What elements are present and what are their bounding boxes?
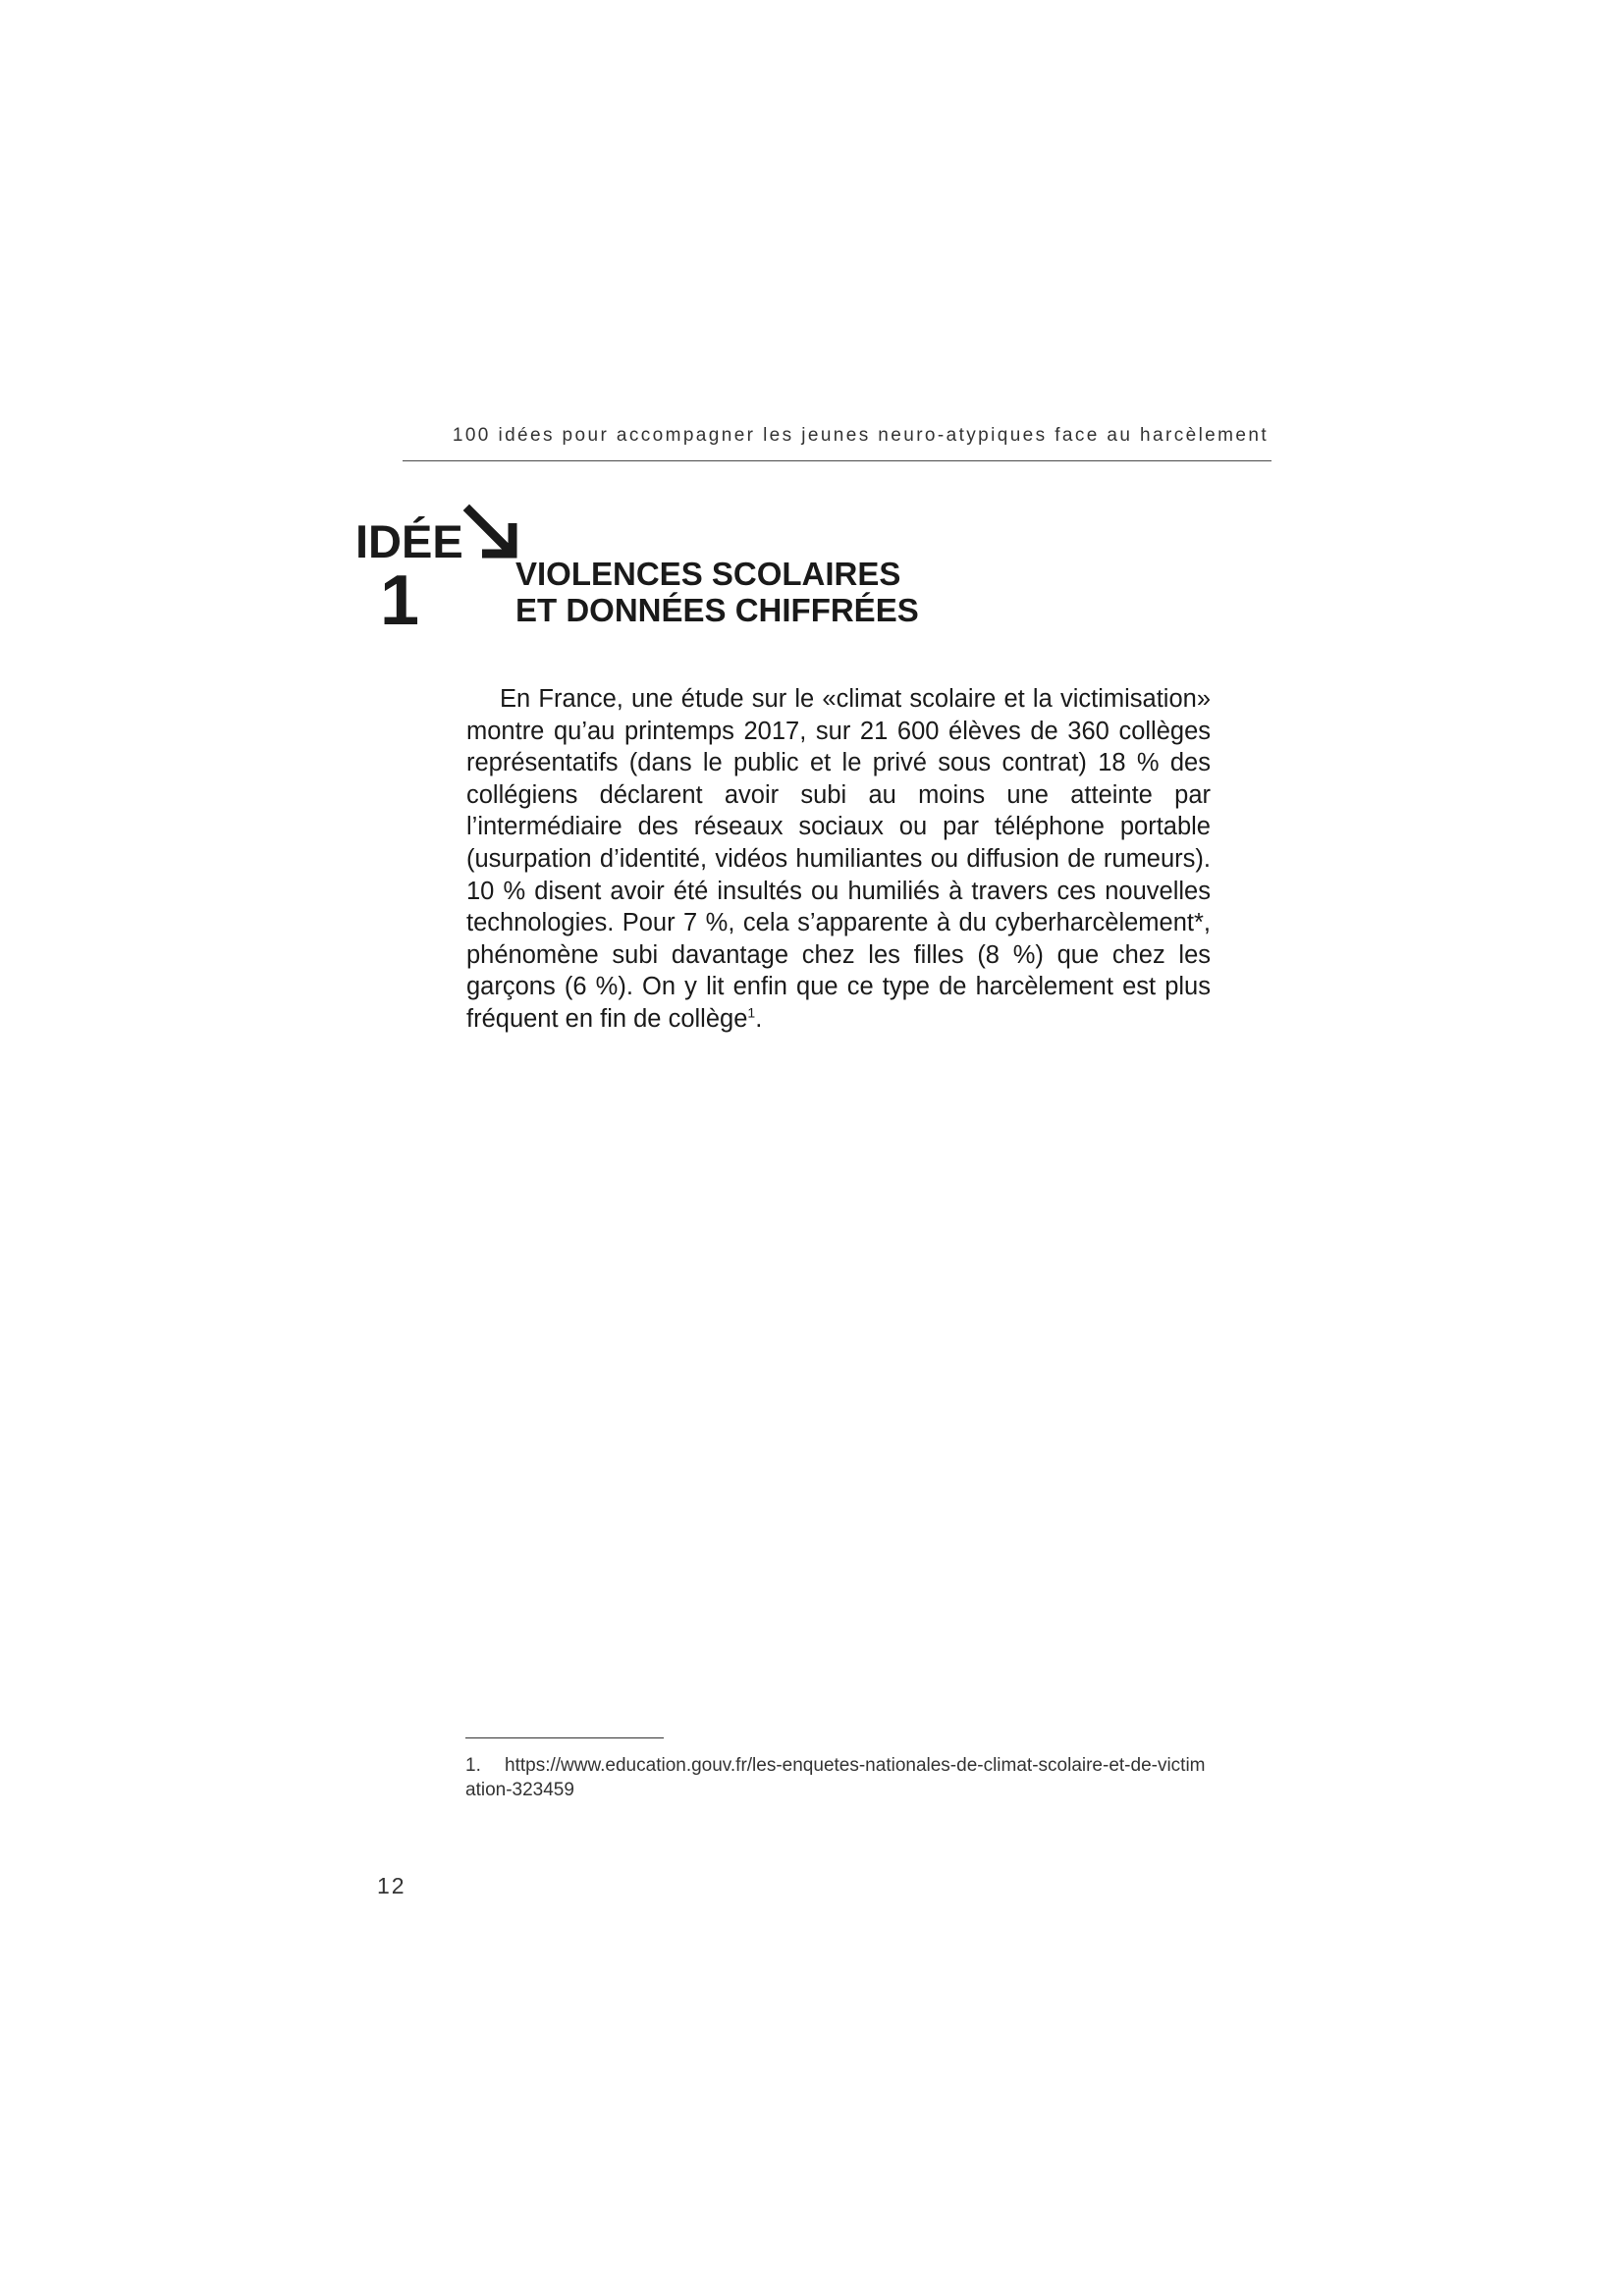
- page-number: 12: [377, 1873, 406, 1898]
- idea-number: 1: [380, 561, 420, 640]
- idea-title-line-1: VIOLENCES SCOLAIRES: [515, 556, 901, 592]
- running-header: 100 idées pour accompagner les jeunes neuro-atypiques face au harcèlement: [452, 425, 1269, 446]
- arrow-down-right-icon: [461, 503, 522, 563]
- idea-label: IDÉE: [355, 515, 463, 567]
- footnote-link[interactable]: https://www.education.gouv.fr/les-enquetes-nationales-de-climat-scolaire-et-de-victimation-323459: [465, 1755, 1206, 1800]
- header-rule: [403, 460, 1271, 461]
- footnote: [465, 1753, 1212, 1802]
- footnote-number: 1.: [465, 1755, 481, 1776]
- footnote-reference[interactable]: 1: [747, 1004, 756, 1021]
- body-paragraph: [466, 683, 1211, 1036]
- body-paragraph-text: En France, une étude sur le «climat scolaire et la victimisation» montre qu’au printemps 2017, sur 21 600 élèves de 360 collèges représentatifs (dans le public et le privé sous contrat) 18 % des collégiens déclarent avoir subi au moins une atteinte par l’intermédiaire des réseaux sociaux ou par téléphone portable (usurpation d’identité, vidéos humiliantes ou diffusion de rumeurs). 10 % disent avoir été insultés ou humiliés à travers ces nouvelles technologies. Pour 7 %, cela s’apparente à du cyberharcèlement*, phénomène subi davantage chez les filles (8 %) que chez les garçons (6 %). On y lit enfin que ce type de harcèlement est plus fréquent en fin de collège: [466, 685, 1211, 1033]
- idea-title: [515, 556, 919, 628]
- body-paragraph-ending: .: [755, 1004, 763, 1033]
- footnote-rule: [465, 1737, 664, 1738]
- idea-title-line-2: ET DONNÉES CHIFFRÉES: [515, 592, 919, 628]
